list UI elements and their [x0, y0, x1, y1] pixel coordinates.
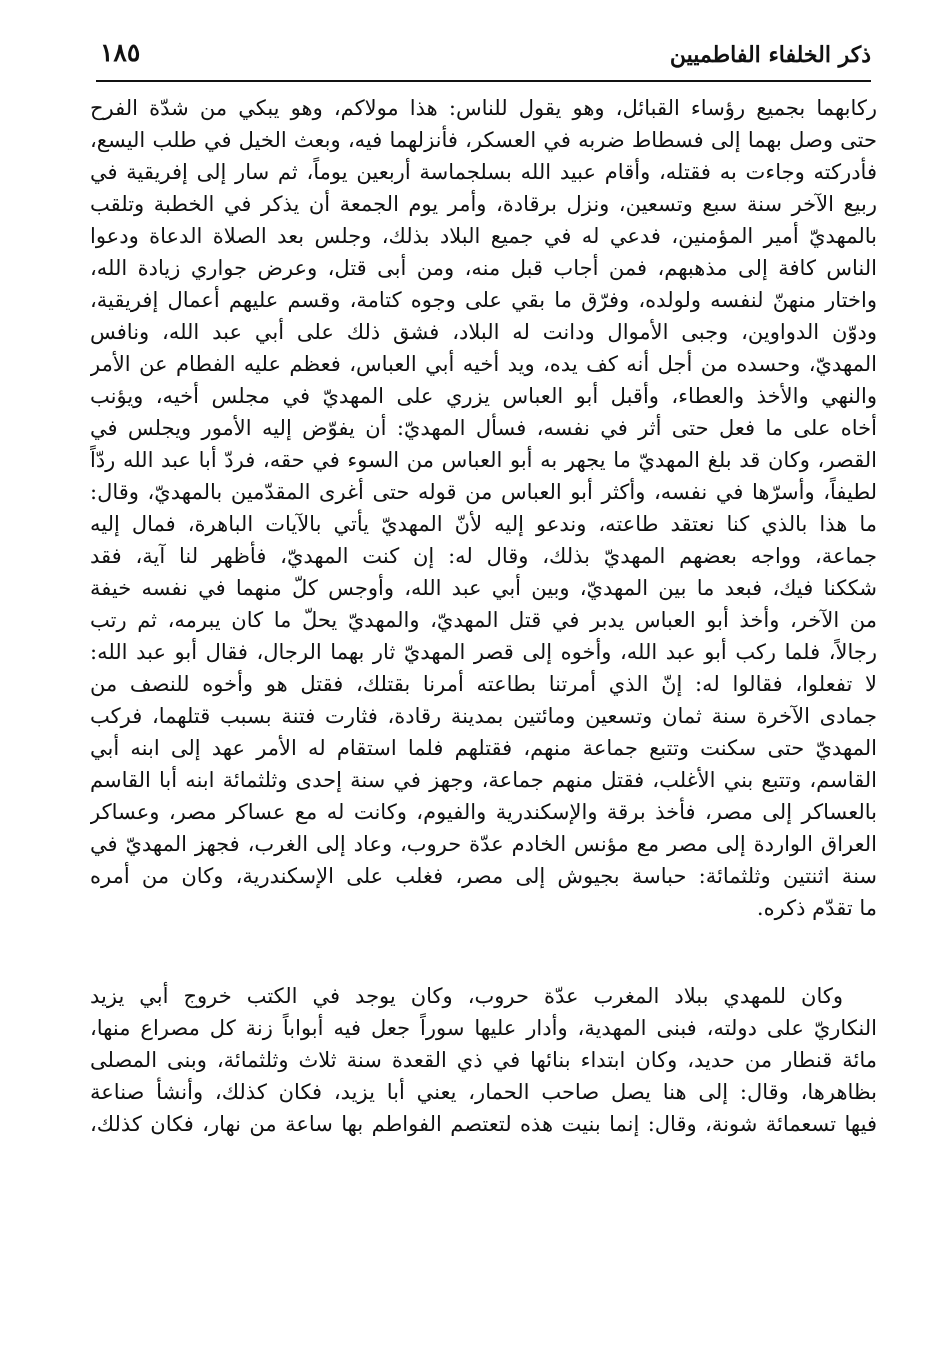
paragraph-2 — [90, 980, 877, 1140]
text-line: العراق الواردة إلى مصر مع مؤنس الخادم عدّة حروب، وعاد إلى الغرب، فجهز المهديّ في — [90, 832, 877, 856]
text-line: ربيع الآخر سنة سبع وتسعين، ونزل برقادة، وأمر يوم الجمعة أن يذكر في الخطبة وتلقب — [90, 192, 877, 216]
text-line: ما هذا بالذي كنا نعتقد طاعته، وندعو إليه لأنّ المهديّ يأتي بالآيات الباهرة، فمال إليه — [90, 512, 877, 536]
text-line: واختار منهنّ لنفسه ولولده، وفرّق ما بقي على وجوه كتامة، وقسم عليهم أعمال إفريقية، — [90, 288, 877, 312]
text-line: أخاه على ما فعل حتى أثر في نفسه، فسأل المهديّ: أن يفوّض إليه الأمور ويجلس في — [90, 416, 877, 440]
text-line: ركابهما بجميع رؤساء القبائل، وهو يقول للناس: هذا مولاكم، وهو يبكي من شدّة الفرح — [90, 96, 877, 120]
paragraph-gap — [90, 924, 877, 980]
page-number: ١٨٥ — [100, 38, 141, 67]
text-line: الناس كافة إلى مذهبهم، فمن أجاب قبل منه، ومن أبى قتل، وعرض جواري زيادة الله، — [90, 256, 877, 280]
text-line: القاسم، وتتبع بني الأغلب، فقتل منهم جماعة، وجهز في سنة إحدى وثلثمائة ابنه أبا القاسم — [90, 768, 877, 792]
text-line: بظاهرها، وقال: إلى هنا يصل صاحب الحمار، يعني أبا يزيد، فكان كذلك، وأنشأ صناعة — [90, 1080, 877, 1104]
text-line: رجالاً، فلما ركب أبو عبد الله، وأخوه إلى قصر المهديّ ثار بهما الرجال، فقال أبو عبد الله: — [90, 640, 877, 664]
text-line: من الآخر، وأخذ أبو العباس يدبر في قتل المهديّ، والمهديّ يحلّ ما كان يبرمه، ثم رتب — [90, 608, 877, 632]
text-line: ما تقدّم ذكره. — [756, 896, 877, 920]
text-line: جمادى الآخرة سنة ثمان وتسعين ومائتين بمدينة رقادة، فثارت فتنة بسبب قتلهما، فركب — [90, 704, 877, 728]
text-line: ودوّن الدواوين، وجبى الأموال ودانت له البلاد، فشق ذلك على أبي عبد الله، ونافس — [90, 320, 877, 344]
text-line: شككنا فيك، فبعد ما بين المهديّ، وبين أبي عبد الله، وأوجس كلّ منهما في نفسه خيفة — [90, 576, 877, 600]
body-text — [90, 92, 877, 1140]
text-line: وكان للمهدي ببلاد المغرب عدّة حروب، وكان يوجد في الكتب خروج أبي يزيد — [90, 984, 843, 1008]
text-line: القصر، وكان قد بلغ المهديّ ما يجهر به أبو العباس من السوء في حقه، فردّ أبا عبد الله ردّاً — [90, 448, 877, 472]
text-line: والنهي والأخذ والعطاء، وأقبل أبو العباس يزري على المهديّ في مجلس أخيه، ويؤنب — [90, 384, 877, 408]
text-line: المهديّ حتى سكنت وتتبع جماعة منهم، فقتلهم فلما استقام له الأمر عهد إلى ابنه أبي — [90, 736, 877, 760]
running-title: ذكر الخلفاء الفاطميين — [669, 42, 871, 68]
text-line: بالمهديّ أمير المؤمنين، فدعي له في جميع البلاد بذلك، وجلس بعد الصلاة الدعاة ودعوا — [90, 224, 877, 248]
text-line: فأدركته وجاءت به فقتله، وأقام عبيد الله بسلجماسة أربعين يوماً، ثم سار إلى إفريقية في — [90, 160, 877, 184]
text-line: المهديّ، وحسده من أجل أنه كف يده، ويد أخيه أبي العباس، فعظم عليه الفطام عن الأمر — [90, 352, 877, 376]
text-line: جماعة، وواجه بعضهم المهديّ بذلك، وقال له: إن كنت المهديّ، فأظهر لنا آية، فقد — [90, 544, 877, 568]
text-line: فيها تسعمائة شونة، وقال: إنما بنيت هذه لتعتصم الفواطم بها ساعة من نهار، فكان كذلك، — [90, 1112, 877, 1136]
text-line: لا تفعلوا، فقالوا له: إنّ الذي أمرتنا بطاعته أمرنا بقتلك، فقتل هو وأخوه للنصف من — [90, 672, 877, 696]
text-line: حتى وصل بهما إلى فسطاط ضربه في العسكر، فأنزلهما فيه، وبعث الخيل في طلب اليسع، — [90, 128, 877, 152]
header-rule — [96, 80, 871, 82]
text-line: بالعساكر إلى مصر، فأخذ برقة والإسكندرية والفيوم، وكانت له مع عساكر مصر، وعساكر — [90, 800, 877, 824]
text-line: لطيفاً، وأسرّها في نفسه، وأكثر أبو العباس من قوله حتى أغرى المقدّمين بالمهديّ، وقال: — [90, 480, 877, 504]
paragraph-1 — [90, 92, 877, 924]
text-line: النكاريّ على دولته، فبنى المهدية، وأدار عليها سوراً جعل فيه أبواباً زنة كل مصراع منها، — [90, 1016, 877, 1040]
text-line: مائة قنطار من حديد، وكان ابتداء بنائها في ذي القعدة سنة ثلاث وثلثمائة، وبنى المصلى — [90, 1048, 877, 1072]
text-line: سنة اثنتين وثلثمائة: حباسة بجيوش إلى مصر، فغلب على الإسكندرية، وكان من أمره — [90, 864, 877, 888]
